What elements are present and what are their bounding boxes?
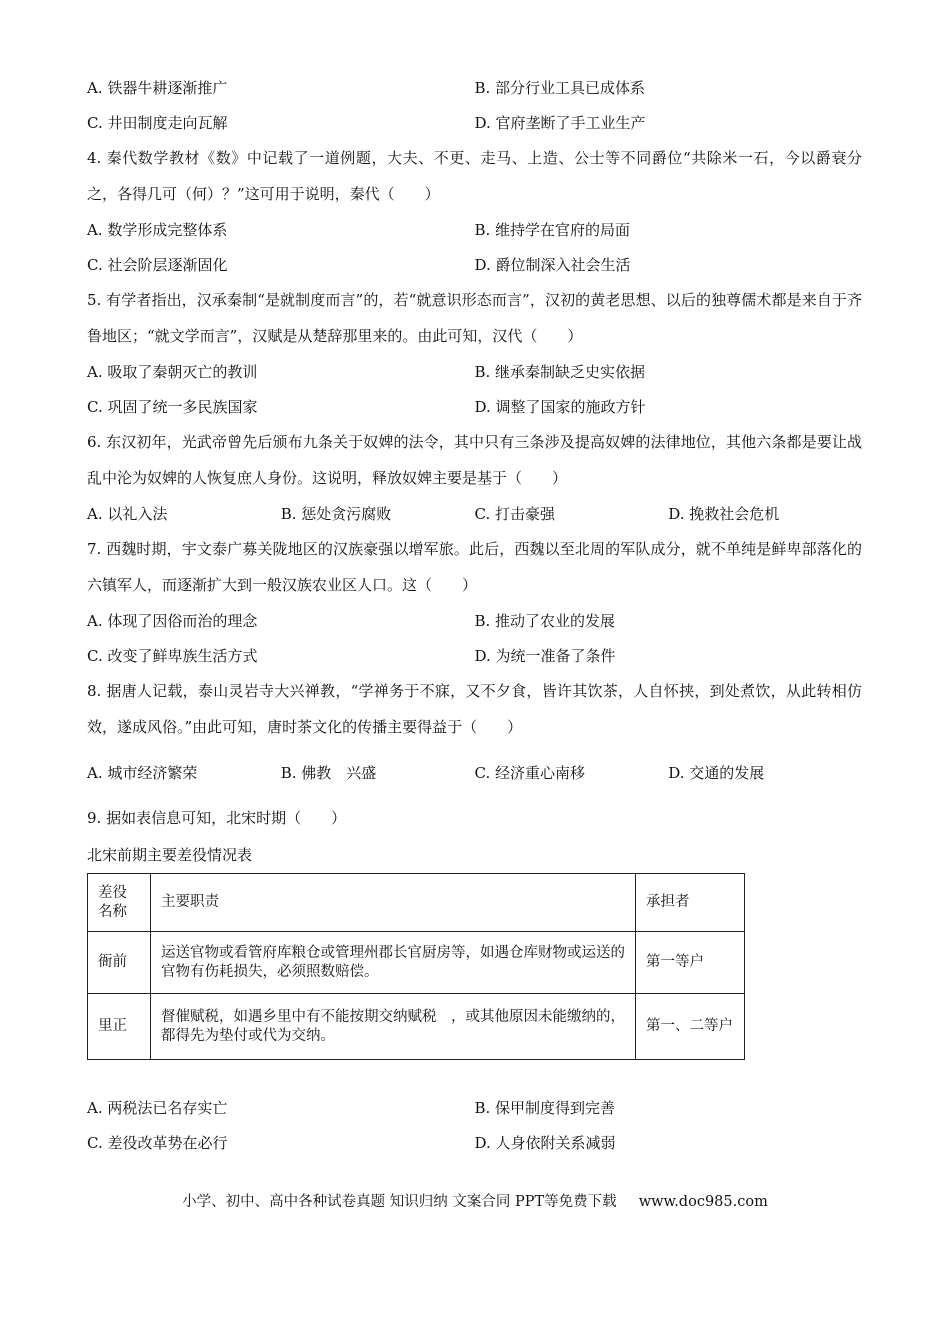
q3-option-b: B. 部分行业工具已成体系 <box>474 79 646 97</box>
bearer-cell: 第一等户 <box>636 932 745 994</box>
table-row <box>88 932 745 994</box>
page-footer <box>0 1190 950 1211</box>
q4-option-c: C. 社会阶层逐渐固化 <box>87 256 228 274</box>
q8-option-a: A. 城市经济繁荣 <box>87 764 198 782</box>
duty-name-cell: 里正 <box>88 994 151 1060</box>
q5-option-d: D. 调整了国家的施政方针 <box>474 398 646 416</box>
q8-option-c: C. 经济重心南移 <box>474 764 585 782</box>
footer-text: 小学、初中、高中各种试卷真题 知识归纳 文案合同 PPT等免费下载 <box>182 1194 617 1210</box>
header-responsibility: 主要职责 <box>151 874 636 932</box>
q3-options-row-1 <box>87 70 862 105</box>
q5-options-row-2 <box>87 389 862 424</box>
q9-option-a: A. 两税法已名存实亡 <box>87 1099 228 1117</box>
q4-option-a: A. 数学形成完整体系 <box>87 221 228 239</box>
q9-option-b: B. 保甲制度得到完善 <box>474 1099 616 1117</box>
table-row <box>88 994 745 1060</box>
q8-option-b: B. 佛教 兴盛 <box>280 764 377 782</box>
q9-option-d: D. 人身依附关系减弱 <box>474 1134 616 1152</box>
table-caption: 北宋前期主要差役情况表 <box>87 846 253 864</box>
q5-options-row-1 <box>87 354 862 389</box>
q8-option-d: D. 交通的发展 <box>668 764 765 782</box>
q7-option-b: B. 推动了农业的发展 <box>474 612 616 630</box>
q9-stem: 9. 据如表信息可知，北宋时期（ ） <box>87 809 347 827</box>
footer-site-link[interactable]: www.doc985.com <box>638 1194 768 1210</box>
q4-option-d: D. 爵位制深入社会生活 <box>474 256 631 274</box>
q5-option-a: A. 吸取了秦朝灭亡的教训 <box>87 363 258 381</box>
q3-option-c: C. 井田制度走向瓦解 <box>87 114 228 132</box>
duty-name-cell: 衙前 <box>88 932 151 994</box>
duty-table <box>87 873 745 1060</box>
q7-options-row-1 <box>87 603 862 638</box>
q7-stem: 7. 西魏时期，宇文泰广募关陇地区的汉族豪强以增军旅。此后，西魏以至北周的军队成分，就不单纯是鲜卑部落化的六镇军人，而逐渐扩大到一般汉族农业区人口。这（ ） <box>87 540 862 594</box>
q9-options-row-1 <box>87 1090 862 1125</box>
q5-option-b: B. 继承秦制缺乏史实依据 <box>474 363 646 381</box>
q7-options-row-2 <box>87 638 862 673</box>
q8-options-row <box>87 755 862 790</box>
header-duty-name: 差役名称 <box>88 874 151 932</box>
q4-option-b: B. 维持学在官府的局面 <box>474 221 631 239</box>
q9-option-c: C. 差役改革势在必行 <box>87 1134 228 1152</box>
q7-option-c: C. 改变了鲜卑族生活方式 <box>87 647 258 665</box>
q4-stem: 4. 秦代数学教材《数》中记载了一道例题，大夫、不更、走马、上造、公士等不同爵位“共除米一石，今以爵衰分之，各得几可（何）？”这可用于说明，秦代（ ） <box>87 149 862 203</box>
q8-stem: 8. 据唐人记载，泰山灵岩寺大兴禅教，“学禅务于不寐，又不夕食，皆许其饮茶，人自怀挟，到处煮饮，从此转相仿效，遂成风俗。”由此可知，唐时茶文化的传播主要得益于（ ） <box>87 682 862 736</box>
q9-options-row-2 <box>87 1125 862 1160</box>
q3-option-d: D. 官府垄断了手工业生产 <box>474 114 646 132</box>
responsibility-cell: 运送官物或看管府库粮仓或管理州郡长官厨房等，如遇仓库财物或运送的官物有伤耗损失，必须照数赔偿。 <box>151 932 636 994</box>
q6-option-c: C. 打击豪强 <box>474 505 555 523</box>
q7-option-a: A. 体现了因俗而治的理念 <box>87 612 258 630</box>
q6-option-b: B. 惩处贪污腐败 <box>280 505 392 523</box>
q5-stem: 5. 有学者指出，汉承秦制“是就制度而言”的，若“就意识形态而言”，汉初的黄老思想、以后的独尊儒术都是来自于齐鲁地区；“就文学而言”，汉赋是从楚辞那里来的。由此可知，汉代（ ） <box>87 291 862 345</box>
q6-option-d: D. 挽救社会危机 <box>668 505 780 523</box>
q6-option-a: A. 以礼入法 <box>87 505 168 523</box>
q4-options-row-1 <box>87 212 862 247</box>
bearer-cell: 第一、二等户 <box>636 994 745 1060</box>
header-bearer: 承担者 <box>636 874 745 932</box>
table-header-row <box>88 874 745 932</box>
q5-option-c: C. 巩固了统一多民族国家 <box>87 398 258 416</box>
q7-option-d: D. 为统一准备了条件 <box>474 647 616 665</box>
q6-stem: 6. 东汉初年，光武帝曾先后颁布九条关于奴婢的法令，其中只有三条涉及提高奴婢的法律地位，其他六条都是要让战乱中沦为奴婢的人恢复庶人身份。这说明，释放奴婢主要是基于（ ） <box>87 433 862 487</box>
q4-options-row-2 <box>87 247 862 282</box>
responsibility-cell: 督催赋税，如遇乡里中有不能按期交纳赋税 ，或其他原因未能缴纳的，都得先为垫付或代为交纳。 <box>151 994 636 1060</box>
q3-options-row-2 <box>87 105 862 140</box>
exam-page <box>87 70 862 1160</box>
q3-option-a: A. 铁器牛耕逐渐推广 <box>87 79 228 97</box>
q6-options-row <box>87 496 862 531</box>
